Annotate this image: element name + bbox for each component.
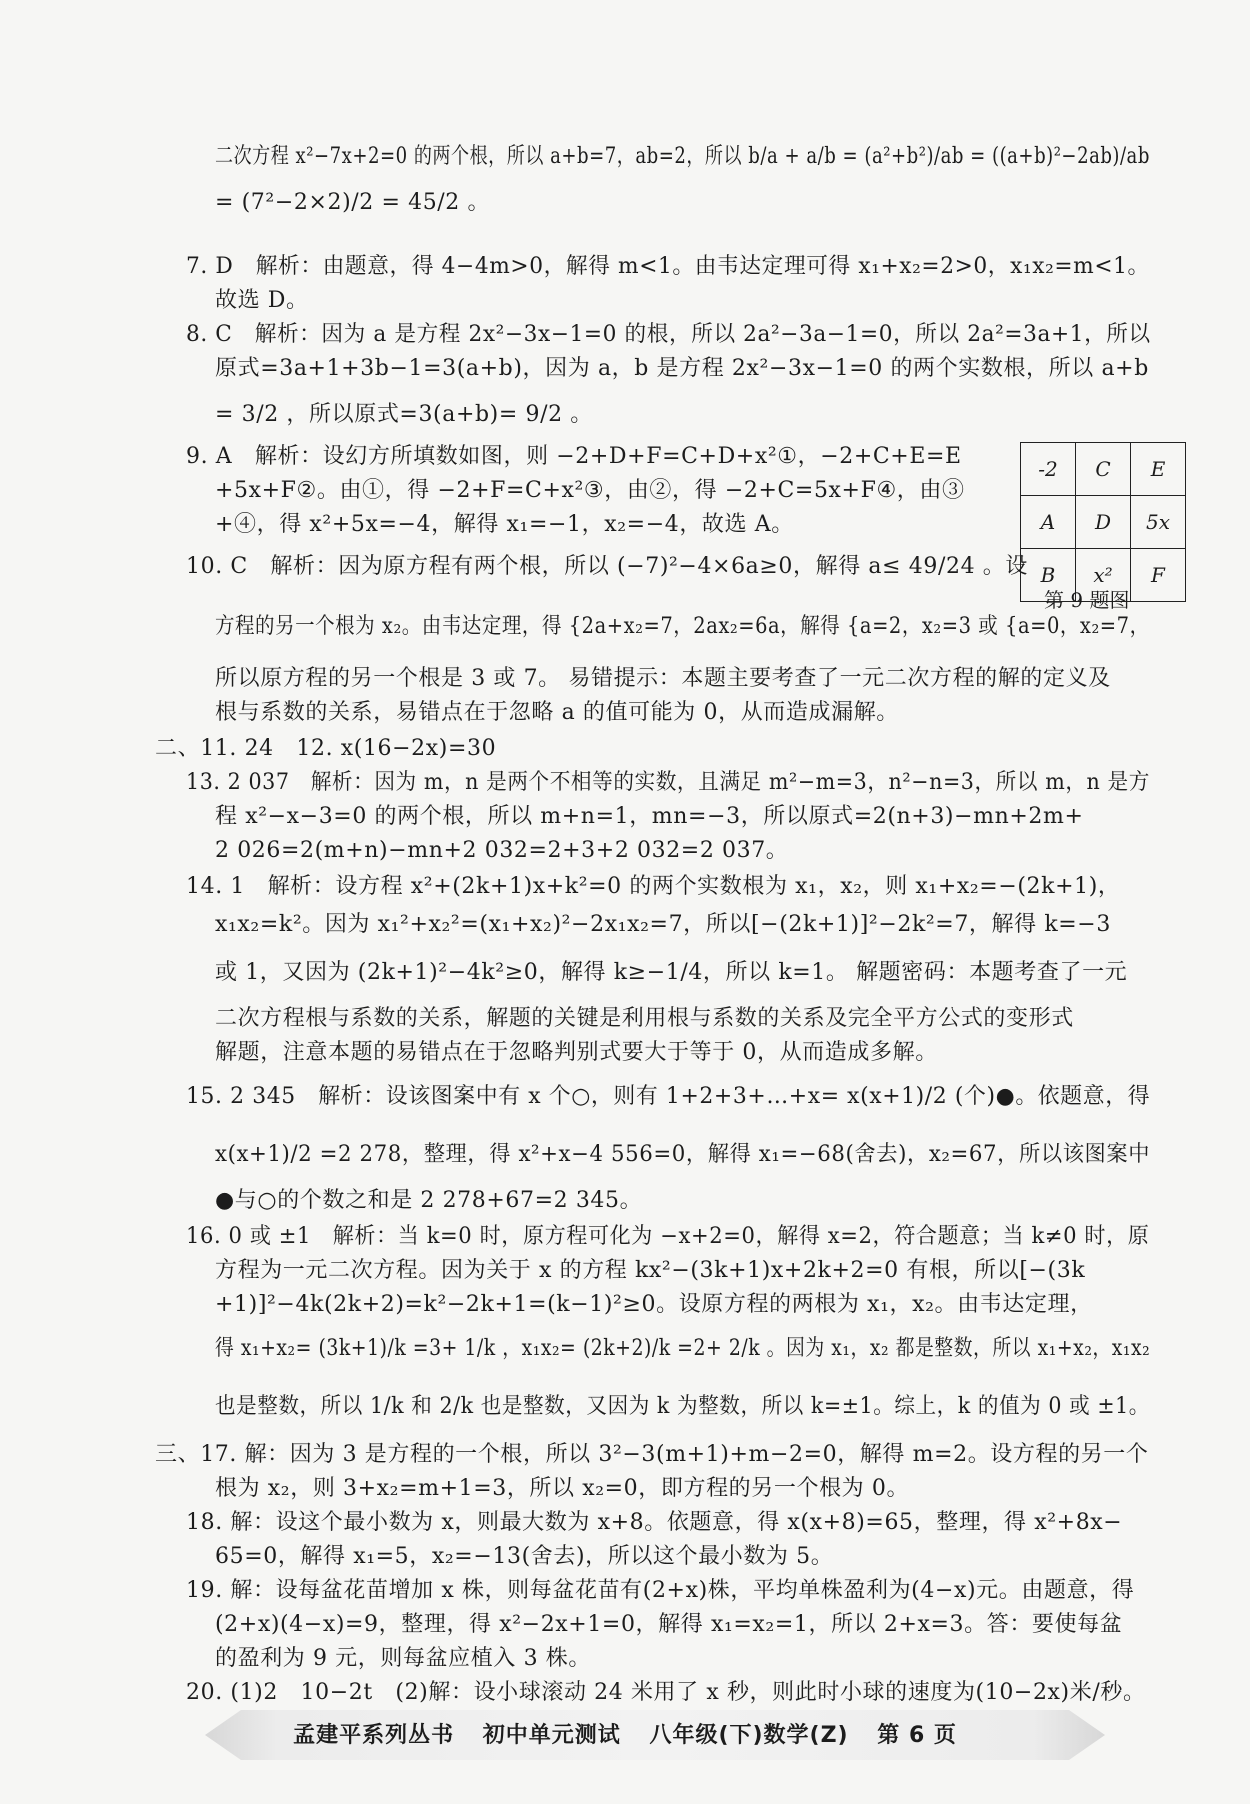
text-line: 方程的另一个根为 x₂。由韦达定理，得 {2a+x₂=7，2ax₂=6a，解得 {a=2，x₂=3 或 {a=0，x₂=7， (215, 614, 1150, 639)
grid-cell: -2 (1021, 443, 1076, 496)
text-line: 19. 解：设每盆花苗增加 x 株，则每盆花苗有(2+x)株，平均单株盈利为(4−x)元。由题意，得 (186, 1578, 1135, 1603)
text-line: 三、17. 解：因为 3 是方程的一个根，所以 3²−3(m+1)+m−2=0，解得 m=2。设方程的另一个 (155, 1442, 1149, 1467)
text-line: 根为 x₂，则 3+x₂=m+1=3，所以 x₂=0，即方程的另一个根为 0。 (215, 1476, 910, 1501)
grid-cell: B (1021, 549, 1076, 602)
footer-series: 孟建平系列丛书 (293, 1723, 455, 1748)
text-line: 7. D 解析：由题意，得 4−4m>0，解得 m<1。由韦达定理可得 x₁+x₂=2>0，x₁x₂=m<1。 (186, 254, 1150, 279)
text-line: 18. 解：设这个最小数为 x，则最大数为 x+8。依题意，得 x(x+8)=65，整理，得 x²+8x− (186, 1510, 1123, 1535)
text-line: 原式=3a+1+3b−1=3(a+b)，因为 a，b 是方程 2x²−3x−1=0 的两个实数根，所以 a+b (215, 356, 1149, 381)
text-line: = 3/2 ，所以原式=3(a+b)= 9/2 。 (215, 402, 593, 427)
figure-caption: 第 9 题图 (1044, 588, 1130, 612)
text-line: 也是整数，所以 1/k 和 2/k 也是整数，又因为 k 为整数，所以 k=±1。综上，k 的值为 0 或 ±1。 (215, 1394, 1150, 1419)
text-line: 8. C 解析：因为 a 是方程 2x²−3x−1=0 的根，所以 2a²−3a−1=0，所以 2a²=3a+1，所以 (186, 322, 1151, 347)
text-line: 16. 0 或 ±1 解析：当 k=0 时，原方程可化为 −x+2=0，解得 x=2，符合题意；当 k≠0 时，原 (186, 1224, 1150, 1249)
text-line: 15. 2 345 解析：设该图案中有 x 个○，则有 1+2+3+…+x= x(x+1)/2 (个)●。依题意，得 (186, 1084, 1151, 1109)
text-line: 65=0，解得 x₁=5，x₂=−13(舍去)，所以这个最小数为 5。 (215, 1544, 834, 1569)
grid-cell: C (1076, 443, 1131, 496)
grid-cell: E (1131, 443, 1186, 496)
footer-book: 初中单元测试 (482, 1723, 621, 1748)
grid-cell: x² (1076, 549, 1131, 602)
text-line: 解题，注意本题的易错点在于忽略判别式要大于等于 0，从而造成多解。 (215, 1040, 938, 1065)
text-line: x₁x₂=k²。因为 x₁²+x₂²=(x₁+x₂)²−2x₁x₂=7，所以[−(2k+1)]²−2k²=7，解得 k=−3 (215, 912, 1111, 937)
text-line: ●与○的个数之和是 2 278+67=2 345。 (215, 1188, 643, 1213)
text-line: 20. (1)2 10−2t (2)解：设小球滚动 24 米用了 x 秒，则此时小球的速度为(10−2x)米/秒。 (186, 1680, 1146, 1705)
text-line: = (7²−2×2)/2 = 45/2 。 (215, 190, 491, 215)
text-line: 14. 1 解析：设方程 x²+(2k+1)x+k²=0 的两个实数根为 x₁，x₂，则 x₁+x₂=−(2k+1)， (186, 874, 1121, 899)
text-line: +④，得 x²+5x=−4，解得 x₁=−1，x₂=−4，故选 A。 (215, 512, 794, 537)
text-line: 二次方程根与系数的关系，解题的关键是利用根与系数的关系及完全平方公式的变形式 (215, 1006, 1074, 1031)
text-line: 2 026=2(m+n)−mn+2 032=2+3+2 032=2 037。 (215, 838, 789, 863)
grid-cell: 5x (1131, 496, 1186, 549)
text-line: 程 x²−x−3=0 的两个根，所以 m+n=1，mn=−3，所以原式=2(n+3)−mn+2m+ (215, 804, 1084, 829)
text-line: 得 x₁+x₂= (3k+1)/k =3+ 1/k ，x₁x₂= (2k+2)/k =2+ 2/k 。因为 x₁，x₂ 都是整数，所以 x₁+x₂，x₁x₂ (215, 1336, 1151, 1361)
text-line: 所以原方程的另一个根是 3 或 7。 易错提示：本题主要考查了一元二次方程的解的定义及 (215, 666, 1111, 691)
text-line: 根与系数的关系，易错点在于忽略 a 的值可能为 0，从而造成漏解。 (215, 700, 899, 725)
text-line: 二次方程 x²−7x+2=0 的两个根，所以 a+b=7，ab=2，所以 b/a + a/b = (a²+b²)/ab = ((a+b)²−2ab)/ab (215, 144, 1150, 169)
text-line: +5x+F②。由①，得 −2+F=C+x²③，由②，得 −2+C=5x+F④，由③ (215, 478, 965, 503)
text-line: +1)]²−4k(2k+2)=k²−2k+1=(k−1)²≥0。设原方程的两根为 x₁，x₂。由韦达定理， (215, 1292, 1093, 1317)
text-line: 10. C 解析：因为原方程有两个根，所以 (−7)²−4×6a≥0，解得 a≤ 49/24 。设 (186, 554, 1028, 579)
footer-text (0, 1718, 1250, 1749)
text-line: 二、11. 24 12. x(16−2x)=30 (155, 736, 497, 761)
text-line: 的盈利为 9 元，则每盆应植入 3 株。 (215, 1646, 591, 1671)
text-line: (2+x)(4−x)=9，整理，得 x²−2x+1=0，解得 x₁=x₂=1，所以 2+x=3。答：要使每盆 (215, 1612, 1123, 1637)
grid-cell: D (1076, 496, 1131, 549)
text-line: 或 1，又因为 (2k+1)²−4k²≥0，解得 k≥−1/4，所以 k=1。 解题密码：本题考查了一元 (215, 960, 1128, 985)
text-line: x(x+1)/2 =2 278，整理，得 x²+x−4 556=0，解得 x₁=−68(舍去)，x₂=67，所以该图案中 (215, 1142, 1151, 1167)
text-line: 方程为一元二次方程。因为关于 x 的方程 kx²−(3k+1)x+2k+2=0 有根，所以[−(3k (215, 1258, 1086, 1283)
footer-page: 第 6 页 (877, 1723, 957, 1748)
text-line: 故选 D。 (215, 288, 309, 313)
magic-square-figure (1020, 442, 1186, 602)
footer-grade: 八年级(下)数学(Z) (649, 1723, 849, 1748)
text-line: 13. 2 037 解析：因为 m，n 是两个不相等的实数，且满足 m²−m=3，n²−n=3，所以 m，n 是方 (186, 770, 1150, 795)
text-line: 9. A 解析：设幻方所填数如图，则 −2+D+F=C+D+x²①，−2+C+E=E (186, 444, 962, 469)
grid-cell: A (1021, 496, 1076, 549)
grid-cell: F (1131, 549, 1186, 602)
